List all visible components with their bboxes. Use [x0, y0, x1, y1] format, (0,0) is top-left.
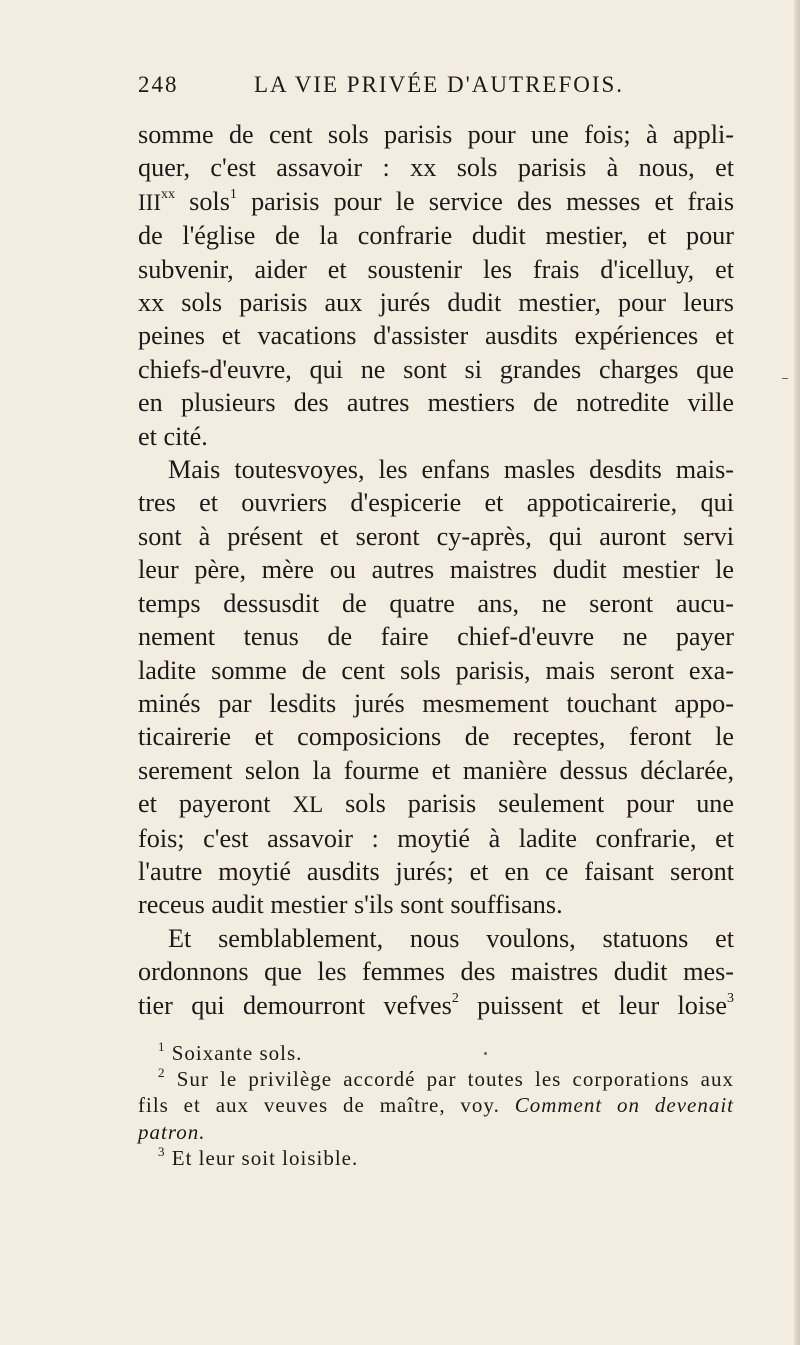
text-line: nement tenus de faire chief-d'euvre ne payer	[138, 622, 734, 652]
text-fragment: tier qui demourront vefves	[138, 990, 452, 1020]
margin-mark	[782, 378, 788, 379]
text-fragment: parisis pour le service des messes et frais	[251, 186, 735, 216]
footnote-mark: 3	[158, 1143, 166, 1159]
running-title: LA VIE PRIVÉE D'AUTREFOIS.	[254, 72, 625, 97]
page-header	[138, 72, 738, 108]
footnote-text: Soixante sols.	[171, 1041, 303, 1065]
text-line: tres et ouvriers d'espicerie et appoticairerie, qui	[138, 488, 734, 518]
text-line: chiefs-d'euvre, qui ne sont si grandes charges que	[138, 354, 734, 384]
text-line: peines et vacations d'assister ausdits expériences et	[138, 321, 734, 351]
text-line: fois; c'est assavoir : moytié à ladite confrarie, et	[138, 823, 734, 853]
text-line: de l'église de la confrarie dudit mestier, et pour	[138, 221, 734, 251]
footnote-ref: 1	[229, 186, 237, 202]
footnote-text: Et leur soit loisible.	[171, 1145, 359, 1170]
footnote-2-cont	[138, 1092, 734, 1118]
text-line: serement selon la fourme et manière dessus déclarée,	[138, 755, 734, 785]
text-line: xx sols parisis aux jurés dudit mestier, pour leurs	[138, 288, 734, 318]
text-line	[138, 185, 734, 219]
footnote-mark: 2	[158, 1065, 166, 1081]
text-line	[138, 787, 734, 821]
text-line: receus audit mestier s'ils sont souffisans.	[138, 890, 563, 920]
text-fragment: sols	[189, 186, 230, 216]
roman-numeral: XL	[292, 792, 324, 818]
roman-numeral: III	[138, 189, 161, 215]
text-line: subvenir, aider et soustenir les frais d'icelluy, et	[138, 254, 734, 284]
text-line: ordonnons que les femmes des maistres dudit mes-	[138, 957, 734, 987]
text-line	[138, 989, 734, 1022]
body-text	[138, 118, 734, 1022]
text-line: en plusieurs des autres mestiers de notredite ville	[138, 388, 734, 418]
superscript: xx	[160, 186, 175, 202]
footnote-title: Comment on devenait	[514, 1093, 735, 1118]
footnote-ref: 3	[727, 990, 734, 1006]
text-fragment: puissent et leur loise	[477, 990, 727, 1020]
text-line: Et semblablement, nous voulons, statuons et	[168, 923, 734, 953]
text-line: l'autre moytié ausdits jurés; et en ce faisant seront	[138, 856, 734, 886]
text-line: sont à présent et seront cy-après, qui auront servi	[138, 521, 734, 551]
text-line: ladite somme de cent sols parisis, mais seront exa-	[138, 655, 734, 685]
text-line: temps dessusdit de quatre ans, ne seront aucu-	[138, 588, 734, 618]
footnote-ref: 2	[451, 990, 459, 1006]
footnote-title-cont: patron.	[138, 1119, 206, 1144]
text-fragment: sols parisis seulement pour une	[345, 789, 735, 819]
footnote-text: Sur le privilège accordé par toutes les corporations aux	[176, 1067, 734, 1092]
text-line: minés par lesdits jurés mesmement touchant appo-	[138, 688, 734, 718]
footnote-mark: 1	[158, 1039, 166, 1054]
page-edge	[794, 0, 800, 1345]
text-line: et cité.	[138, 421, 208, 451]
footnote-text: fils et aux veuves de maître, voy.	[138, 1093, 500, 1118]
footnotes	[138, 1040, 734, 1171]
footnote-1	[138, 1040, 734, 1066]
footnote-2	[138, 1066, 734, 1092]
text-line: quer, c'est assavoir : xx sols parisis à nous, et	[138, 153, 734, 183]
footnote-3	[138, 1145, 734, 1171]
text-line: ticairerie et composicions de receptes, feront le	[138, 722, 734, 752]
text-line: somme de cent sols parisis pour une fois; à appli-	[138, 120, 734, 149]
page-number: 248	[138, 72, 179, 97]
text-fragment: et payeront	[138, 789, 271, 819]
text-line: Mais toutesvoyes, les enfans masles desdits mais-	[168, 455, 734, 485]
text-line: leur père, mère ou autres maistres dudit mestier le	[138, 555, 734, 585]
